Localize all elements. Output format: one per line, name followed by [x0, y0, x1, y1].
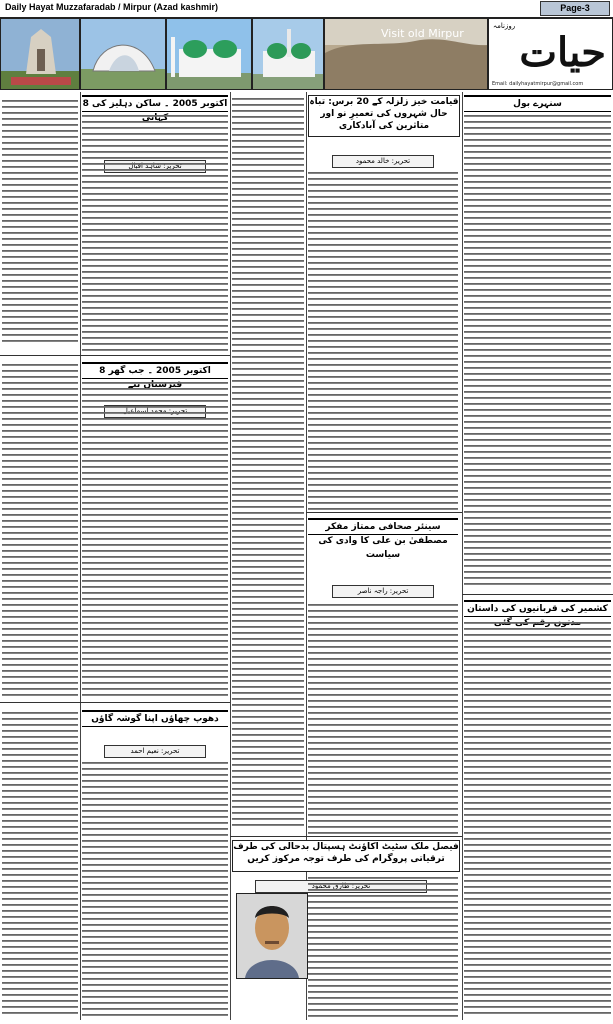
article-text-col3 — [232, 96, 304, 826]
monument-photo — [0, 18, 80, 90]
article-text-col5-top — [464, 113, 611, 588]
old-mirpur-photo — [324, 18, 488, 90]
headline-village[interactable]: دھوپ چھاؤں اپنا گوشہ گاؤں — [82, 710, 228, 727]
page-number-tab[interactable]: Page-3 — [540, 1, 610, 16]
article-text-col2-top — [82, 113, 228, 355]
article-text-col4-bottom — [308, 875, 458, 1017]
divider-4 — [462, 594, 613, 595]
headline-column4[interactable]: سینئر صحافی ممتاز مفکر مصطفیٰ بن علی کا وادی کی سیاست — [308, 518, 458, 535]
logo-wordmark: حیات — [519, 29, 606, 76]
headline-editorial[interactable]: سنہرے بول — [464, 95, 611, 112]
article-text-col5-bottom — [464, 620, 611, 1016]
headline-memory[interactable]: 8 اکتوبر 2005 ۔ جب گھر — [82, 362, 228, 379]
headline-health[interactable]: فیصل ملک سٹیٹ اکاؤنٹ ہسپتال بدحالی کی طرف ترقیاتی پروگرام کی طرف توجہ مرکوز کریں — [232, 840, 460, 872]
photo-strip — [0, 18, 488, 90]
divider-5 — [230, 836, 462, 837]
headline-quake-main[interactable]: قیامت خیز زلزلہ کے 20 برس: تباہ حال شہروں کی تعمیرِ نو اور متاثرین کی آبادکاری — [308, 95, 460, 137]
article-text-col1-top — [2, 98, 78, 346]
stadium-photo — [80, 18, 166, 90]
byline-2: تحریر: خالد محمود — [332, 155, 434, 168]
article-text-col1-bottom — [2, 710, 78, 1014]
mosque-photo — [166, 18, 252, 90]
article-text-col2-mid — [82, 380, 228, 698]
headline-right-bottom[interactable]: کشمیر کی قربانیوں کی داستان — [464, 600, 611, 617]
byline-4: تحریر: راجہ ناصر — [332, 585, 434, 598]
article-text-col1-mid — [2, 362, 78, 700]
article-text-col4-mid — [308, 602, 458, 834]
logo-prefix: روزنامہ — [493, 22, 516, 30]
divider-3 — [306, 512, 462, 513]
article-text-col2-bottom — [82, 760, 228, 1018]
masthead-strip — [0, 0, 613, 18]
photo-caption: Visit old Mirpur — [381, 27, 464, 40]
newspaper-logo — [488, 18, 613, 90]
divider-1 — [0, 355, 230, 356]
newspaper-edition-title: Daily Hayat Muzzafaradab / Mirpur (Azad kashmir) — [5, 2, 219, 12]
byline-5: تحریر: نعیم احمد — [104, 745, 206, 758]
minaret-photo — [252, 18, 324, 90]
author-portrait — [236, 893, 308, 979]
divider-2 — [0, 702, 230, 703]
logo-email: Email: dailyhayatmirpur@gmail.com — [492, 81, 584, 87]
article-text-col4-top — [308, 170, 458, 510]
headline-2005-story[interactable]: 8 اکتوبر 2005 ۔ ساکن دہلیز کی — [82, 95, 228, 112]
